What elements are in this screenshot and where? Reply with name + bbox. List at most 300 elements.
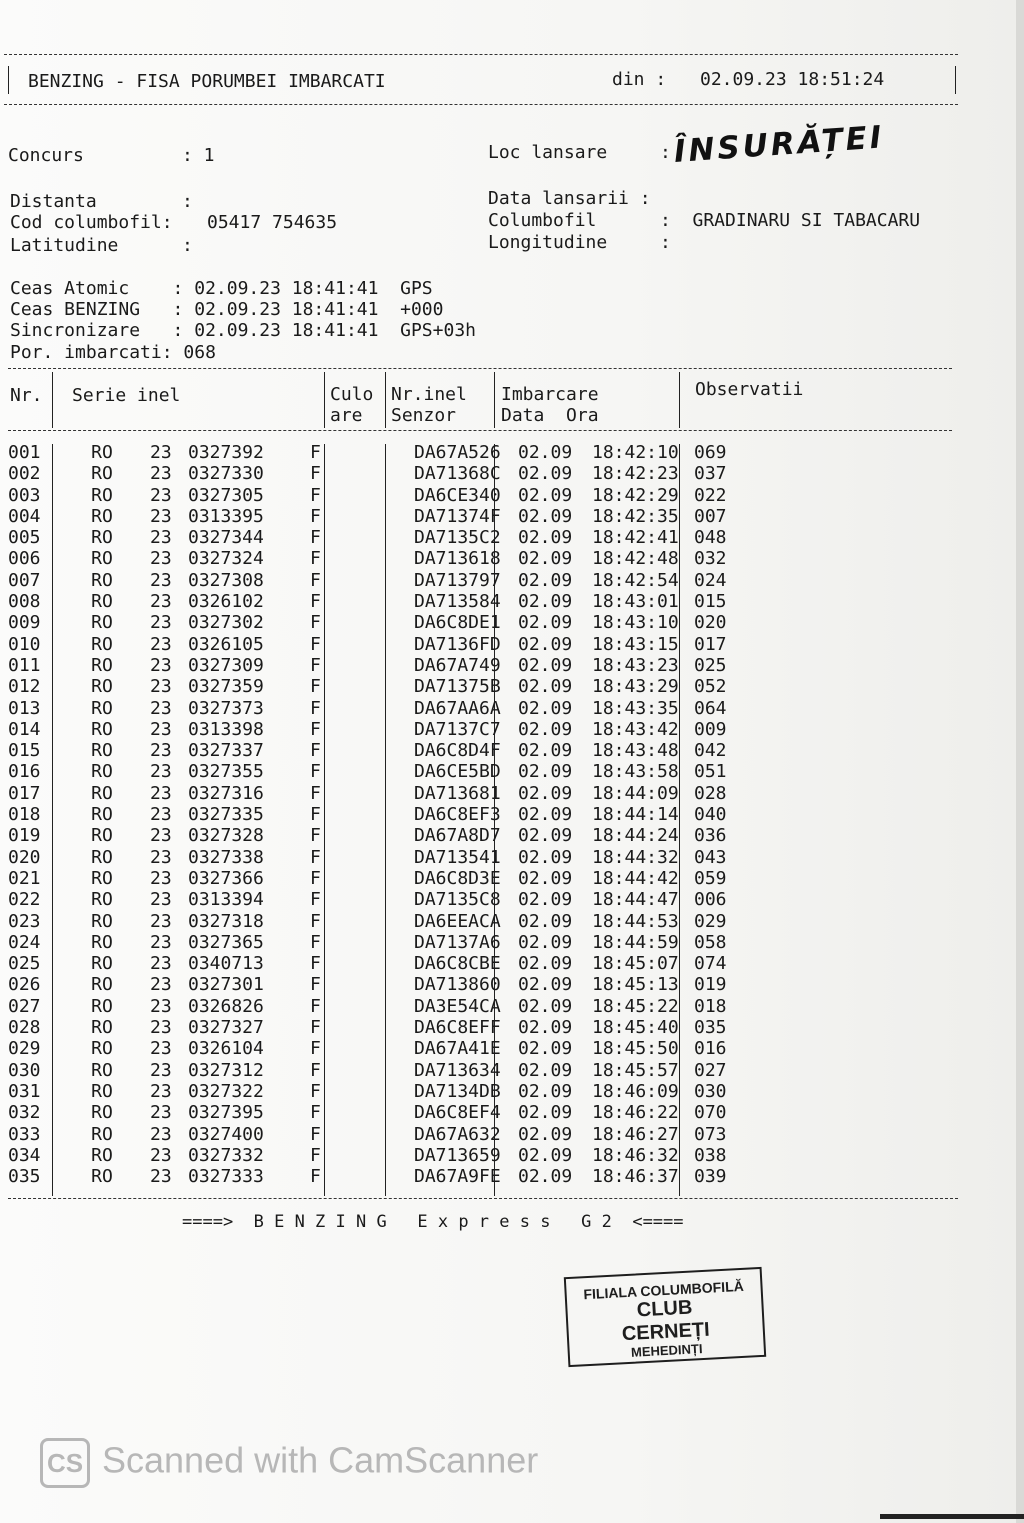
row-time: 18:43:10 <box>592 612 679 634</box>
row-sex: F <box>310 974 321 996</box>
row-date: 02.09 <box>518 1102 573 1124</box>
row-senzor: DA7136FD <box>414 633 501 655</box>
table-row <box>8 698 754 719</box>
camscanner-watermark <box>40 1438 538 1488</box>
table-row <box>8 761 754 782</box>
col-header-nr-inel: Nr.inel <box>391 384 467 405</box>
ceas-benzing: Ceas BENZING : 02.09.23 18:41:41 +000 <box>10 299 444 320</box>
table-row <box>8 612 754 633</box>
row-time: 18:46:32 <box>592 1144 679 1166</box>
row-senzor: DA6CE5BD <box>414 761 501 783</box>
row-observatii: 064 <box>694 697 727 719</box>
row-senzor: DA7135C8 <box>414 889 501 911</box>
row-culoare <box>346 889 414 910</box>
row-serie: 0327333 <box>188 1166 264 1188</box>
row-senzor: DA67A9FE <box>414 1166 501 1188</box>
row-sex: F <box>310 825 321 847</box>
row-serie: 0326104 <box>188 1038 264 1060</box>
row-time: 18:42:29 <box>592 484 679 506</box>
col-divider-nr <box>52 372 53 428</box>
row-senzor: DA71368C <box>414 463 501 485</box>
row-country: RO <box>91 697 113 719</box>
table-row <box>8 996 754 1017</box>
row-serie: 0326102 <box>188 591 264 613</box>
row-time: 18:44:42 <box>592 867 679 889</box>
row-senzor: DA67A749 <box>414 654 501 676</box>
concurs-value: : 1 <box>182 145 215 166</box>
row-country: RO <box>91 910 113 932</box>
row-sex: F <box>310 527 321 549</box>
row-sex: F <box>310 931 321 953</box>
row-year: 23 <box>150 527 172 549</box>
row-date: 02.09 <box>518 612 573 634</box>
row-year: 23 <box>150 1102 172 1124</box>
row-culoare <box>346 719 414 740</box>
row-culoare <box>346 1017 414 1038</box>
row-year: 23 <box>150 463 172 485</box>
row-serie: 0327322 <box>188 1080 264 1102</box>
row-time: 18:45:40 <box>592 1017 679 1039</box>
row-nr: 007 <box>8 569 41 591</box>
row-year: 23 <box>150 633 172 655</box>
row-nr: 005 <box>8 527 41 549</box>
row-observatii: 059 <box>694 867 727 889</box>
row-culoare <box>346 1102 414 1123</box>
row-sex: F <box>310 804 321 826</box>
latitudine-label: Latitudine <box>10 235 119 256</box>
row-sex: F <box>310 654 321 676</box>
row-observatii: 037 <box>694 463 727 485</box>
row-senzor: DA7134DB <box>414 1080 501 1102</box>
row-country: RO <box>91 654 113 676</box>
row-serie: 0327335 <box>188 804 264 826</box>
scan-edge-bar <box>880 1514 1024 1519</box>
row-nr: 008 <box>8 591 41 613</box>
cod-columbofil-value: 05417 754635 <box>207 212 338 233</box>
row-country: RO <box>91 931 113 953</box>
columbofil-value: : GRADINARU SI TABACARU <box>660 210 921 231</box>
col-header-data-ora: Data Ora <box>501 405 599 426</box>
row-serie: 0327359 <box>188 676 264 698</box>
row-nr: 025 <box>8 953 41 975</box>
table-row <box>8 570 754 591</box>
stamp-line-3: CERNEȚI <box>621 1318 711 1346</box>
row-time: 18:42:41 <box>592 527 679 549</box>
row-culoare <box>346 655 414 676</box>
row-sex: F <box>310 548 321 570</box>
table-row <box>8 932 754 953</box>
row-date: 02.09 <box>518 889 573 911</box>
table-row <box>8 1060 754 1081</box>
row-serie: 0327327 <box>188 1017 264 1039</box>
row-country: RO <box>91 718 113 740</box>
table-row <box>8 463 754 484</box>
row-year: 23 <box>150 1059 172 1081</box>
row-time: 18:43:23 <box>592 654 679 676</box>
row-nr: 001 <box>8 442 41 463</box>
row-senzor: DA713860 <box>414 974 501 996</box>
row-observatii: 073 <box>694 1123 727 1145</box>
row-observatii: 019 <box>694 974 727 996</box>
table-row <box>8 1145 754 1166</box>
benzing-express-footer: ====> B E N Z I N G E x p r e s s G 2 <==== <box>182 1212 684 1232</box>
row-observatii: 030 <box>694 1080 727 1102</box>
row-serie: 0327301 <box>188 974 264 996</box>
table-row <box>8 1017 754 1038</box>
row-country: RO <box>91 804 113 826</box>
row-sex: F <box>310 867 321 889</box>
row-date: 02.09 <box>518 654 573 676</box>
row-senzor: DA6C8CBE <box>414 953 501 975</box>
row-observatii: 069 <box>694 442 727 463</box>
row-culoare <box>346 804 414 825</box>
row-nr: 019 <box>8 825 41 847</box>
row-culoare <box>346 1166 414 1187</box>
row-observatii: 007 <box>694 505 727 527</box>
row-nr: 010 <box>8 633 41 655</box>
table-header-bottom-border <box>8 430 952 431</box>
row-sex: F <box>310 782 321 804</box>
row-year: 23 <box>150 931 172 953</box>
row-country: RO <box>91 867 113 889</box>
row-nr: 034 <box>8 1144 41 1166</box>
row-year: 23 <box>150 1144 172 1166</box>
row-nr: 016 <box>8 761 41 783</box>
table-row <box>8 825 754 846</box>
row-observatii: 042 <box>694 740 727 762</box>
row-culoare <box>346 591 414 612</box>
row-time: 18:45:22 <box>592 995 679 1017</box>
row-date: 02.09 <box>518 718 573 740</box>
row-nr: 023 <box>8 910 41 932</box>
row-date: 02.09 <box>518 591 573 613</box>
row-time: 18:46:27 <box>592 1123 679 1145</box>
row-country: RO <box>91 889 113 911</box>
row-serie: 0326826 <box>188 995 264 1017</box>
row-senzor: DA6EEACA <box>414 910 501 932</box>
pigeons-table-body <box>8 442 754 1187</box>
row-observatii: 051 <box>694 761 727 783</box>
row-observatii: 006 <box>694 889 727 911</box>
table-row <box>8 506 754 527</box>
row-nr: 009 <box>8 612 41 634</box>
col-header-nr: Nr. <box>10 385 43 406</box>
row-observatii: 017 <box>694 633 727 655</box>
row-date: 02.09 <box>518 953 573 975</box>
cod-columbofil-label: Cod columbofil: <box>10 212 173 233</box>
row-observatii: 048 <box>694 527 727 549</box>
row-time: 18:44:24 <box>592 825 679 847</box>
header-bottom-border <box>4 104 958 105</box>
row-year: 23 <box>150 889 172 911</box>
row-serie: 0327392 <box>188 442 264 463</box>
row-date: 02.09 <box>518 633 573 655</box>
row-culoare <box>346 442 414 463</box>
row-date: 02.09 <box>518 1038 573 1060</box>
stamp-line-4: MEHEDINȚI <box>630 1341 703 1360</box>
row-year: 23 <box>150 1123 172 1145</box>
row-time: 18:45:57 <box>592 1059 679 1081</box>
row-serie: 0327338 <box>188 846 264 868</box>
row-date: 02.09 <box>518 1123 573 1145</box>
row-senzor: DA71374F <box>414 505 501 527</box>
table-row <box>8 974 754 995</box>
row-culoare <box>346 676 414 697</box>
col-divider-culoare <box>385 372 386 428</box>
row-culoare <box>346 932 414 953</box>
row-nr: 028 <box>8 1017 41 1039</box>
row-time: 18:45:07 <box>592 953 679 975</box>
row-culoare <box>346 1038 414 1059</box>
table-row <box>8 911 754 932</box>
camscanner-text: Scanned with CamScanner <box>102 1439 539 1481</box>
row-serie: 0340713 <box>188 953 264 975</box>
table-row <box>8 783 754 804</box>
table-row <box>8 740 754 761</box>
row-culoare <box>346 1081 414 1102</box>
row-nr: 012 <box>8 676 41 698</box>
table-row <box>8 1102 754 1123</box>
row-nr: 026 <box>8 974 41 996</box>
table-row <box>8 591 754 612</box>
row-observatii: 035 <box>694 1017 727 1039</box>
row-culoare <box>346 996 414 1017</box>
row-senzor: DA713584 <box>414 591 501 613</box>
row-culoare <box>346 847 414 868</box>
row-senzor: DA713797 <box>414 569 501 591</box>
row-culoare <box>346 974 414 995</box>
row-nr: 027 <box>8 995 41 1017</box>
row-country: RO <box>91 974 113 996</box>
row-senzor: DA67AA6A <box>414 697 501 719</box>
distanta-label: Distanta <box>10 191 97 212</box>
row-country: RO <box>91 569 113 591</box>
row-sex: F <box>310 612 321 634</box>
row-senzor: DA67A41E <box>414 1038 501 1060</box>
row-observatii: 074 <box>694 953 727 975</box>
row-time: 18:44:09 <box>592 782 679 804</box>
row-date: 02.09 <box>518 527 573 549</box>
longitudine-value: : <box>660 232 671 253</box>
row-observatii: 028 <box>694 782 727 804</box>
row-year: 23 <box>150 654 172 676</box>
row-country: RO <box>91 1080 113 1102</box>
row-date: 02.09 <box>518 484 573 506</box>
row-date: 02.09 <box>518 761 573 783</box>
row-culoare <box>346 911 414 932</box>
row-serie: 0326105 <box>188 633 264 655</box>
row-year: 23 <box>150 974 172 996</box>
table-row <box>8 889 754 910</box>
row-observatii: 025 <box>694 654 727 676</box>
row-sex: F <box>310 889 321 911</box>
table-row <box>8 655 754 676</box>
row-culoare <box>346 485 414 506</box>
row-senzor: DA67A526 <box>414 442 501 463</box>
row-year: 23 <box>150 782 172 804</box>
row-culoare <box>346 740 414 761</box>
row-serie: 0313395 <box>188 505 264 527</box>
row-culoare <box>346 612 414 633</box>
row-sex: F <box>310 718 321 740</box>
row-date: 02.09 <box>518 1080 573 1102</box>
row-time: 18:43:35 <box>592 697 679 719</box>
row-date: 02.09 <box>518 846 573 868</box>
row-time: 18:45:50 <box>592 1038 679 1060</box>
row-senzor: DA67A8D7 <box>414 825 501 847</box>
row-time: 18:42:35 <box>592 505 679 527</box>
row-date: 02.09 <box>518 505 573 527</box>
row-year: 23 <box>150 846 172 868</box>
row-sex: F <box>310 1102 321 1124</box>
row-country: RO <box>91 846 113 868</box>
row-country: RO <box>91 1123 113 1145</box>
table-row <box>8 719 754 740</box>
table-row <box>8 548 754 569</box>
row-serie: 0327305 <box>188 484 264 506</box>
table-row <box>8 868 754 889</box>
row-senzor: DA6CE340 <box>414 484 501 506</box>
row-sex: F <box>310 442 321 463</box>
row-nr: 024 <box>8 931 41 953</box>
row-senzor: DA713681 <box>414 782 501 804</box>
row-senzor: DA713541 <box>414 846 501 868</box>
row-nr: 020 <box>8 846 41 868</box>
row-nr: 030 <box>8 1059 41 1081</box>
din-label: din : <box>612 69 667 90</box>
row-date: 02.09 <box>518 463 573 485</box>
table-row <box>8 1038 754 1059</box>
row-culoare <box>346 761 414 782</box>
row-serie: 0327395 <box>188 1102 264 1124</box>
row-culoare <box>346 825 414 846</box>
stamp-line-2: CLUB <box>636 1296 693 1322</box>
row-date: 02.09 <box>518 995 573 1017</box>
row-culoare <box>346 548 414 569</box>
row-senzor: DA3E54CA <box>414 995 501 1017</box>
stamp-line-1: FILIALA COLUMBOFILĂ <box>583 1277 745 1303</box>
row-date: 02.09 <box>518 1144 573 1166</box>
row-country: RO <box>91 1102 113 1124</box>
row-country: RO <box>91 527 113 549</box>
row-observatii: 032 <box>694 548 727 570</box>
row-sex: F <box>310 463 321 485</box>
row-sex: F <box>310 1144 321 1166</box>
latitudine-value: : <box>182 235 193 256</box>
row-country: RO <box>91 505 113 527</box>
row-nr: 022 <box>8 889 41 911</box>
columbofil-label: Columbofil <box>488 210 597 231</box>
row-senzor: DA67A632 <box>414 1123 501 1145</box>
row-serie: 0327302 <box>188 612 264 634</box>
row-date: 02.09 <box>518 442 573 463</box>
row-date: 02.09 <box>518 974 573 996</box>
row-time: 18:42:48 <box>592 548 679 570</box>
row-sex: F <box>310 995 321 1017</box>
distanta-value: : <box>182 191 193 212</box>
row-time: 18:43:15 <box>592 633 679 655</box>
row-country: RO <box>91 1038 113 1060</box>
row-observatii: 043 <box>694 846 727 868</box>
row-date: 02.09 <box>518 697 573 719</box>
row-nr: 017 <box>8 782 41 804</box>
row-time: 18:43:58 <box>592 761 679 783</box>
table-row <box>8 847 754 868</box>
sincronizare: Sincronizare : 02.09.23 18:41:41 GPS+03h <box>10 320 476 341</box>
row-country: RO <box>91 761 113 783</box>
row-serie: 0327373 <box>188 697 264 719</box>
row-nr: 021 <box>8 867 41 889</box>
row-country: RO <box>91 548 113 570</box>
row-time: 18:46:09 <box>592 1080 679 1102</box>
row-time: 18:44:14 <box>592 804 679 826</box>
col-header-senzor: Senzor <box>391 405 457 426</box>
table-header-top-border <box>8 368 952 369</box>
row-nr: 013 <box>8 697 41 719</box>
row-sex: F <box>310 569 321 591</box>
row-culoare <box>346 1124 414 1145</box>
row-serie: 0327366 <box>188 867 264 889</box>
row-culoare <box>346 783 414 804</box>
row-observatii: 040 <box>694 804 727 826</box>
table-row <box>8 953 754 974</box>
row-sex: F <box>310 761 321 783</box>
row-nr: 003 <box>8 484 41 506</box>
header-datetime: 02.09.23 18:51:24 <box>700 69 885 90</box>
row-year: 23 <box>150 1017 172 1039</box>
row-nr: 031 <box>8 1080 41 1102</box>
porumbei-imbarcati: Por. imbarcati: 068 <box>10 342 216 363</box>
row-time: 18:43:29 <box>592 676 679 698</box>
row-nr: 011 <box>8 654 41 676</box>
row-country: RO <box>91 995 113 1017</box>
row-country: RO <box>91 484 113 506</box>
row-serie: 0327324 <box>188 548 264 570</box>
row-nr: 032 <box>8 1102 41 1124</box>
row-sex: F <box>310 484 321 506</box>
row-country: RO <box>91 463 113 485</box>
row-date: 02.09 <box>518 931 573 953</box>
row-serie: 0327318 <box>188 910 264 932</box>
row-country: RO <box>91 591 113 613</box>
longitudine-label: Longitudine <box>488 232 608 253</box>
col-divider-imbarcare <box>679 372 680 428</box>
row-time: 18:44:32 <box>592 846 679 868</box>
loc-lansare-label: Loc lansare <box>488 142 608 163</box>
row-date: 02.09 <box>518 1059 573 1081</box>
concurs-label: Concurs <box>8 145 84 166</box>
row-nr: 006 <box>8 548 41 570</box>
row-sex: F <box>310 846 321 868</box>
row-date: 02.09 <box>518 569 573 591</box>
row-year: 23 <box>150 548 172 570</box>
camscanner-logo-icon: CS <box>40 1438 90 1488</box>
row-time: 18:42:54 <box>592 569 679 591</box>
row-culoare <box>346 953 414 974</box>
row-year: 23 <box>150 1038 172 1060</box>
row-serie: 0327332 <box>188 1144 264 1166</box>
row-culoare <box>346 1060 414 1081</box>
col-header-are: are <box>330 405 363 426</box>
row-year: 23 <box>150 1080 172 1102</box>
header-right-border <box>955 66 956 94</box>
row-time: 18:44:53 <box>592 910 679 932</box>
col-header-serie-inel: Serie inel <box>72 385 181 406</box>
row-nr: 014 <box>8 718 41 740</box>
row-year: 23 <box>150 591 172 613</box>
row-sex: F <box>310 953 321 975</box>
document-title: BENZING - FISA PORUMBEI IMBARCATI <box>28 71 386 92</box>
